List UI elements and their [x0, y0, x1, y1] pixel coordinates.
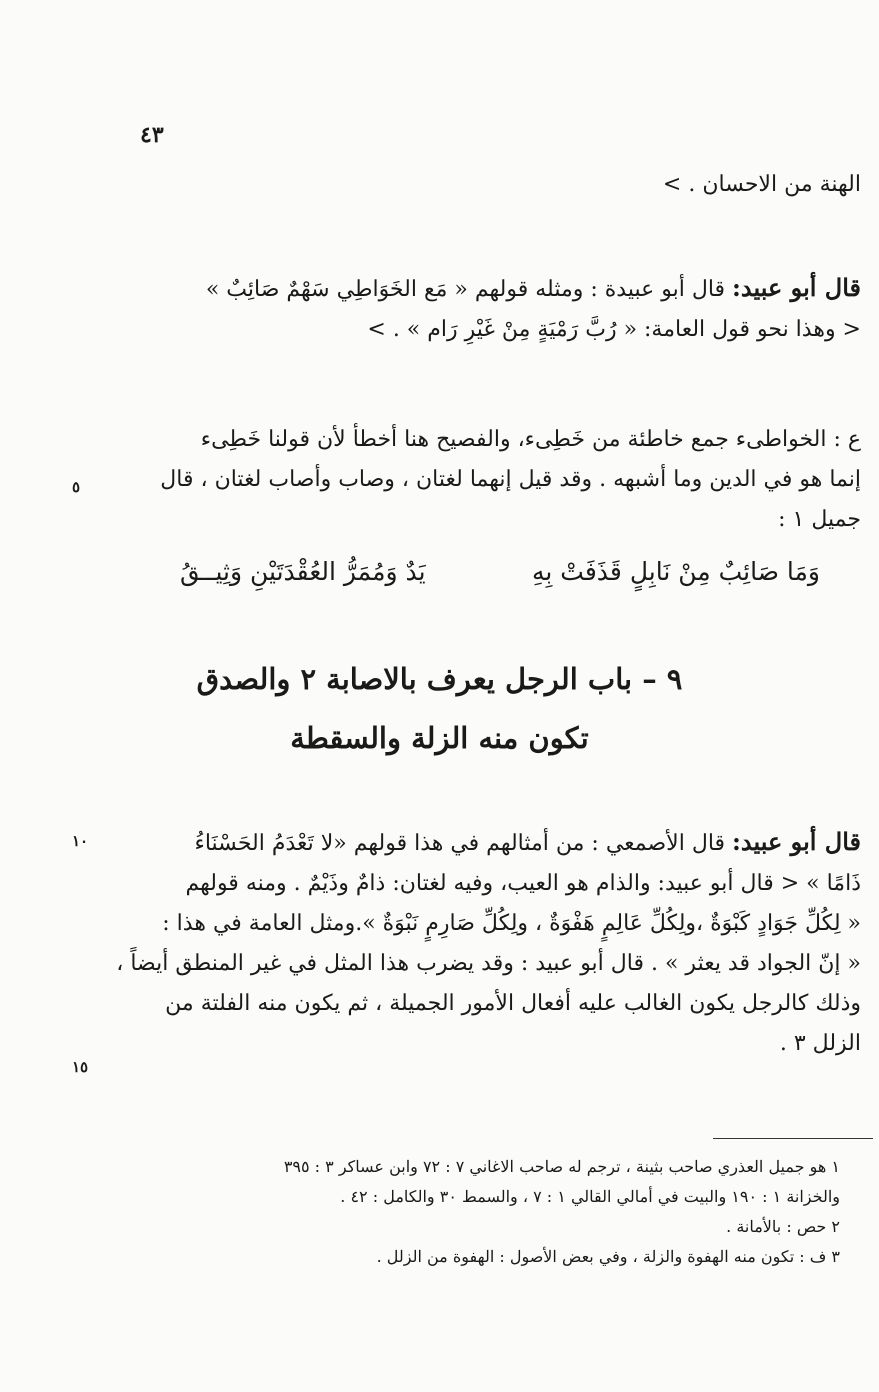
footnote-separator: [713, 1138, 873, 1139]
entry-8: [133, 268, 861, 350]
verse-first-hemistich: وَمَا صَائِبٌ مِنْ نَابِلٍ قَذَفَتْ بِهِ: [532, 557, 820, 586]
footnote-2: ٢ حص : بالأمانة .: [726, 1217, 840, 1236]
verse-second-hemistich: يَدٌ وَمُمَرُّ العُقْدَتَيْنِ وَثِيــقُ: [180, 557, 426, 586]
entry-8-lead: قال أبو عبيد:: [732, 273, 861, 302]
poetry-verse: [180, 550, 820, 594]
entry-9-line-3: « لِكُلِّ جَوَادٍ كَبْوَةٌ ،ولِكُلِّ عَالِمٍ هَفْوَةٌ ، ولِكُلِّ صَارِمٍ نَبْوَةٌ ».ومثل العامة في هذا :: [162, 911, 861, 936]
continuation-text: الهنة من الاحسان . >: [662, 172, 861, 197]
entry-9-line-1-text: قال الأصمعي : من أمثالهم في هذا قولهم «لا تَعْدَمُ الحَسْنَاءُ: [194, 831, 726, 856]
entry-8-line-1: [133, 268, 861, 310]
entry-8-line-2: < وهذا نحو قول العامة: « رُبَّ رَمْيَةٍ مِنْ غَيْرِ رَام » . >: [367, 317, 861, 342]
commentary-line-3: جميل ١ :: [778, 507, 861, 532]
entry-9-line-6: الزلل ٣ .: [779, 1031, 861, 1056]
page-number: ٤٣: [140, 122, 164, 148]
continuation-line: [133, 165, 861, 205]
footnote-1-line-1: ١ هو جميل العذري صاحب بثينة ، ترجم له صاحب الاغاني ٧ : ٧٢ وابن عساكر ٣ : ٣٩٥: [283, 1157, 840, 1176]
entry-8-line-1-text: قال أبو عبيدة : ومثله قولهم « مَع الخَوَاطِي سَهْمٌ صَائِبٌ »: [205, 277, 726, 302]
footnote-1-line-2: والخزانة ١ : ١٩٠ والبيت في أمالي القالي ١ : ٧ ، والسمط ٣٠ والكامل : ٤٢ .: [340, 1187, 840, 1206]
entry-9-line-4: « إنّ الجواد قد يعثر » . قال أبو عبيد : وقد يضرب هذا المثل في غير المنطق أيضاً ،: [116, 951, 861, 976]
entry-9-lead: قال أبو عبيد:: [732, 827, 861, 856]
entry-9-line-2: ذَامًا » < قال أبو عبيد: والذام هو العيب، وفيه لغتان: ذامٌ وذَيْمٌ . ومنه قولهم: [185, 871, 861, 896]
commentary: [133, 420, 861, 540]
commentary-line-2: إنما هو في الدين وما أشبهه . وقد قيل إنهما لغتان ، وصاب وأصاب لغتان ، قال: [160, 467, 861, 492]
chapter-title-line-1: ٩ – باب الرجل يعرف بالاصابة ٢ والصدق: [196, 662, 683, 696]
entry-9-line-1: [133, 822, 861, 864]
margin-line-number-5: ٥: [72, 478, 81, 496]
footnotes: [160, 1152, 840, 1272]
commentary-line-1: ع : الخواطىء جمع خاطئة من خَطِىء، والفصيح هنا أخطأ لأن قولنا خَطِىء: [200, 427, 861, 452]
chapter-title-line-2: تكون منه الزلة والسقطة: [290, 721, 589, 755]
margin-line-number-10: ١٠: [72, 832, 89, 850]
margin-line-number-15: ١٥: [72, 1058, 89, 1076]
footnote-3: ٣ ف : تكون منه الهفوة والزلة ، وفي بعض الأصول : الهفوة من الزلل .: [376, 1247, 840, 1266]
entry-9-line-5: وذلك كالرجل يكون الغالب عليه أفعال الأمور الجميلة ، ثم يكون منه الفلتة من: [165, 991, 861, 1016]
entry-9: [116, 822, 861, 1064]
